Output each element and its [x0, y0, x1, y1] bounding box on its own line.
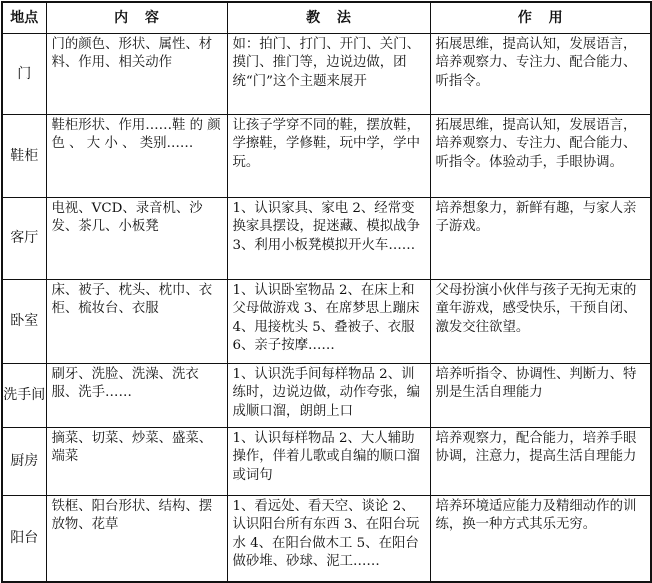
content-cell: 鞋柜形状、作用……鞋 的 颜 色 、 大 小 、 类别…… — [46, 115, 227, 198]
place-cell: 卧室 — [2, 280, 46, 364]
table-row-balcony — [2, 496, 651, 583]
method-cell: 1、看远处、看天空、谈论 2、认识阳台所有东西 3、在阳台玩水 4、在阳台做木工 5、在阳台做砂堆、砂球、泥工…… — [227, 496, 430, 583]
method-cell: 如：拍门、打门、开门、关门、摸门、推门等，边说边做，团统“门”这个主题来展开 — [227, 34, 430, 115]
content-cell: 铁框、阳台形状、结构、摆放物、花草 — [46, 496, 227, 583]
table-row-shoe-cabinet — [2, 115, 651, 198]
header-place: 地点 — [2, 2, 46, 34]
table-row-kitchen — [2, 428, 651, 496]
place-cell: 门 — [2, 34, 46, 115]
table-header-row — [2, 2, 651, 34]
place-cell: 阳台 — [2, 496, 46, 583]
effect-cell: 培养听指令、协调性、判断力、特别是生活自理能力 — [430, 364, 651, 428]
table-row-bathroom — [2, 364, 651, 428]
content-cell: 门的颜色、形状、属性、材料、作用、相关动作 — [46, 34, 227, 115]
place-cell: 鞋柜 — [2, 115, 46, 198]
place-cell: 厨房 — [2, 428, 46, 496]
effect-cell: 培养观察力，配合能力，培养手眼协调，注意力，提高生活自理能力 — [430, 428, 651, 496]
method-cell: 1、认识洗手间每样物品 2、训练时，边说边做，动作夸张，编成顺口溜，朗朗上口 — [227, 364, 430, 428]
method-cell: 1、认识每样物品 2、大人辅助操作，伴着儿歌或自编的顺口溜或词句 — [227, 428, 430, 496]
place-cell: 客厅 — [2, 198, 46, 280]
header-method: 教法 — [227, 2, 430, 34]
content-cell: 床、被子、枕头、枕巾、衣柜、梳妆台、衣服 — [46, 280, 227, 364]
effect-cell: 拓展思维，提高认知，发展语言，培养观察力、专注力、配合能力、听指令。 — [430, 34, 651, 115]
content-cell: 摘菜、切菜、炒菜、盛菜、端菜 — [46, 428, 227, 496]
activity-table — [1, 1, 652, 583]
effect-cell: 拓展思维，提高认知，发展语言，培养观察力、专注力、配合能力、听指令。体验动手，手眼协调。 — [430, 115, 651, 198]
effect-cell: 培养环境适应能力及精细动作的训练，换一种方式其乐无穷。 — [430, 496, 651, 583]
header-content: 内容 — [46, 2, 227, 34]
method-cell: 1、认识家具、家电 2、经常变换家具摆设，捉迷藏、模拟战争 3、利用小板凳模拟开火车…… — [227, 198, 430, 280]
table-row-door — [2, 34, 651, 115]
table-row-bedroom — [2, 280, 651, 364]
header-effect: 作用 — [430, 2, 651, 34]
table-row-living-room — [2, 198, 651, 280]
content-cell: 电视、VCD、录音机、沙发、茶几、小板凳 — [46, 198, 227, 280]
effect-cell: 培养想象力，新鲜有趣，与家人亲子游戏。 — [430, 198, 651, 280]
effect-cell: 父母扮演小伙伴与孩子无拘无束的童年游戏，感受快乐，干预自闭、激发交往欲望。 — [430, 280, 651, 364]
content-cell: 刷牙、洗脸、洗澡、洗衣服、洗手…… — [46, 364, 227, 428]
method-cell: 让孩子学穿不同的鞋，摆放鞋，学擦鞋，学修鞋，玩中学，学中玩。 — [227, 115, 430, 198]
method-cell: 1、认识卧室物品 2、在床上和父母做游戏 3、在席梦思上蹦床 4、甩接枕头 5、叠被子、衣服 6、亲子按摩…… — [227, 280, 430, 364]
place-cell: 洗手间 — [2, 364, 46, 428]
